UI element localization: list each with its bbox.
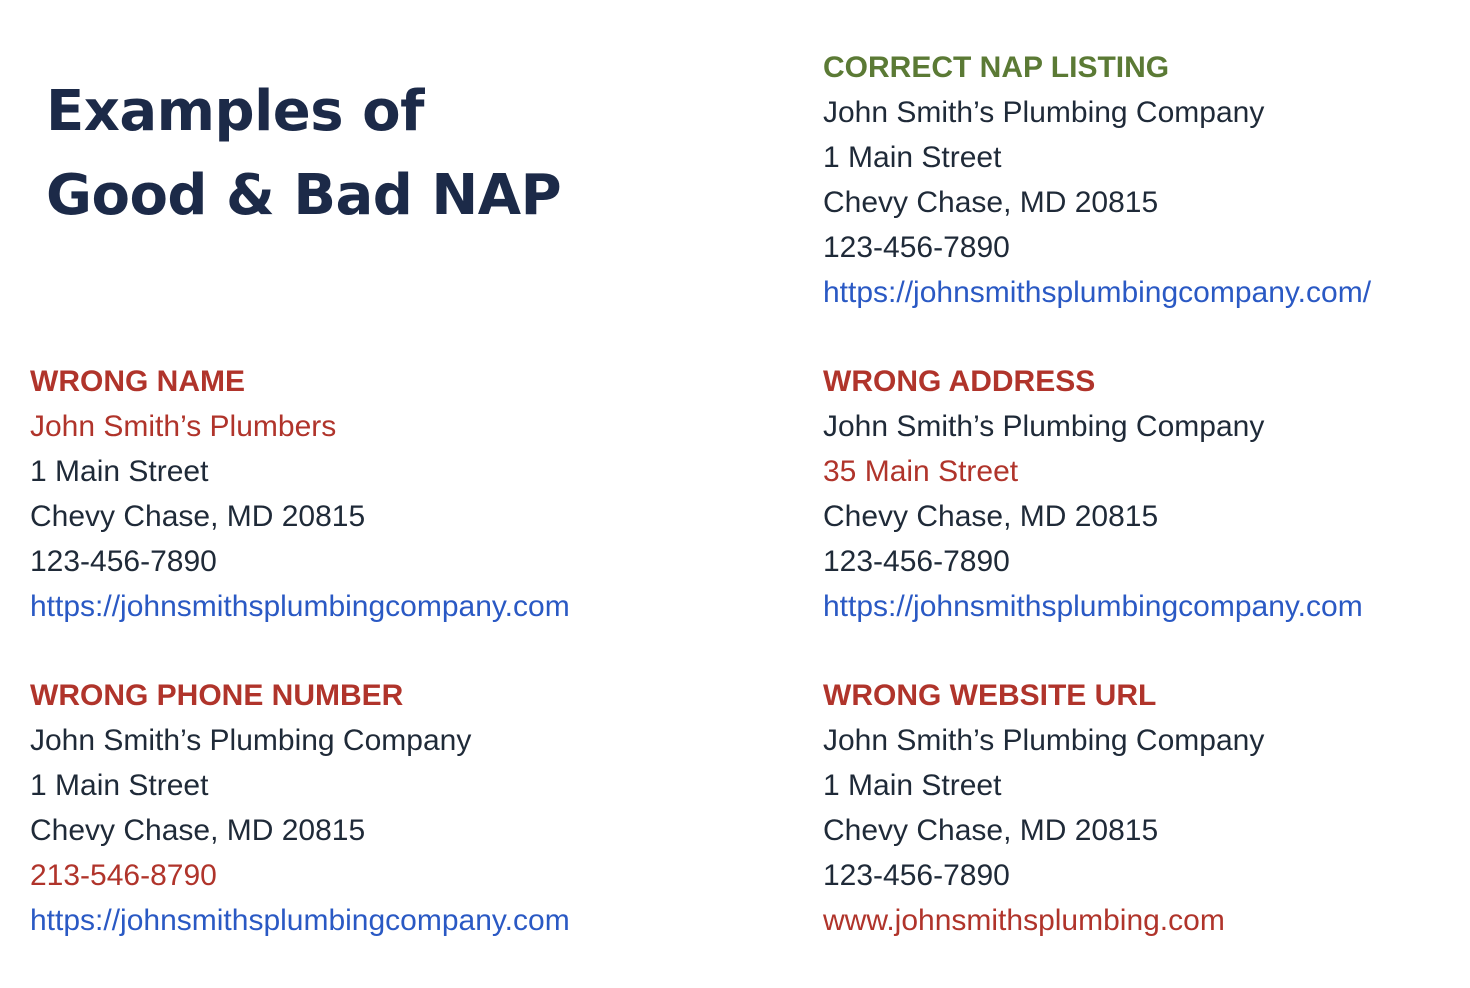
street-address: 1 Main Street: [30, 769, 209, 802]
website-link[interactable]: https://johnsmithsplumbingcompany.com: [30, 904, 570, 937]
website-link-wrong[interactable]: www.johnsmithsplumbing.com: [823, 904, 1225, 937]
phone-number-wrong: 213-546-8790: [30, 859, 217, 892]
wrong-url-listing: [823, 673, 1264, 943]
phone-number: 123-456-7890: [823, 231, 1010, 264]
street-address-wrong: 35 Main Street: [823, 455, 1019, 488]
business-name-wrong: John Smith’s Plumbers: [30, 410, 337, 443]
wrong-address-heading: WRONG ADDRESS: [823, 365, 1096, 398]
page-title: [46, 70, 561, 238]
page-title-line-1: Examples of: [46, 79, 424, 144]
wrong-phone-heading: WRONG PHONE NUMBER: [30, 679, 404, 712]
correct-nap-listing: [823, 45, 1371, 315]
website-link[interactable]: https://johnsmithsplumbingcompany.com: [823, 590, 1363, 623]
wrong-url-heading: WRONG WEBSITE URL: [823, 679, 1157, 712]
correct-nap-heading: CORRECT NAP LISTING: [823, 51, 1170, 84]
street-address: 1 Main Street: [30, 455, 209, 488]
wrong-name-listing: [30, 359, 570, 629]
city-state-zip: Chevy Chase, MD 20815: [30, 814, 366, 847]
wrong-phone-listing: [30, 673, 570, 943]
business-name: John Smith’s Plumbing Company: [30, 724, 472, 757]
website-link[interactable]: https://johnsmithsplumbingcompany.com: [30, 590, 570, 623]
city-state-zip: Chevy Chase, MD 20815: [30, 500, 366, 533]
city-state-zip: Chevy Chase, MD 20815: [823, 186, 1159, 219]
website-link[interactable]: https://johnsmithsplumbingcompany.com/: [823, 276, 1372, 309]
page-title-line-2: Good & Bad NAP: [46, 163, 562, 228]
phone-number: 123-456-7890: [823, 859, 1010, 892]
business-name: John Smith’s Plumbing Company: [823, 96, 1265, 129]
phone-number: 123-456-7890: [823, 545, 1010, 578]
business-name: John Smith’s Plumbing Company: [823, 724, 1265, 757]
street-address: 1 Main Street: [823, 141, 1002, 174]
wrong-name-heading: WRONG NAME: [30, 365, 245, 398]
wrong-address-listing: [823, 359, 1363, 629]
city-state-zip: Chevy Chase, MD 20815: [823, 814, 1159, 847]
street-address: 1 Main Street: [823, 769, 1002, 802]
phone-number: 123-456-7890: [30, 545, 217, 578]
business-name: John Smith’s Plumbing Company: [823, 410, 1265, 443]
city-state-zip: Chevy Chase, MD 20815: [823, 500, 1159, 533]
